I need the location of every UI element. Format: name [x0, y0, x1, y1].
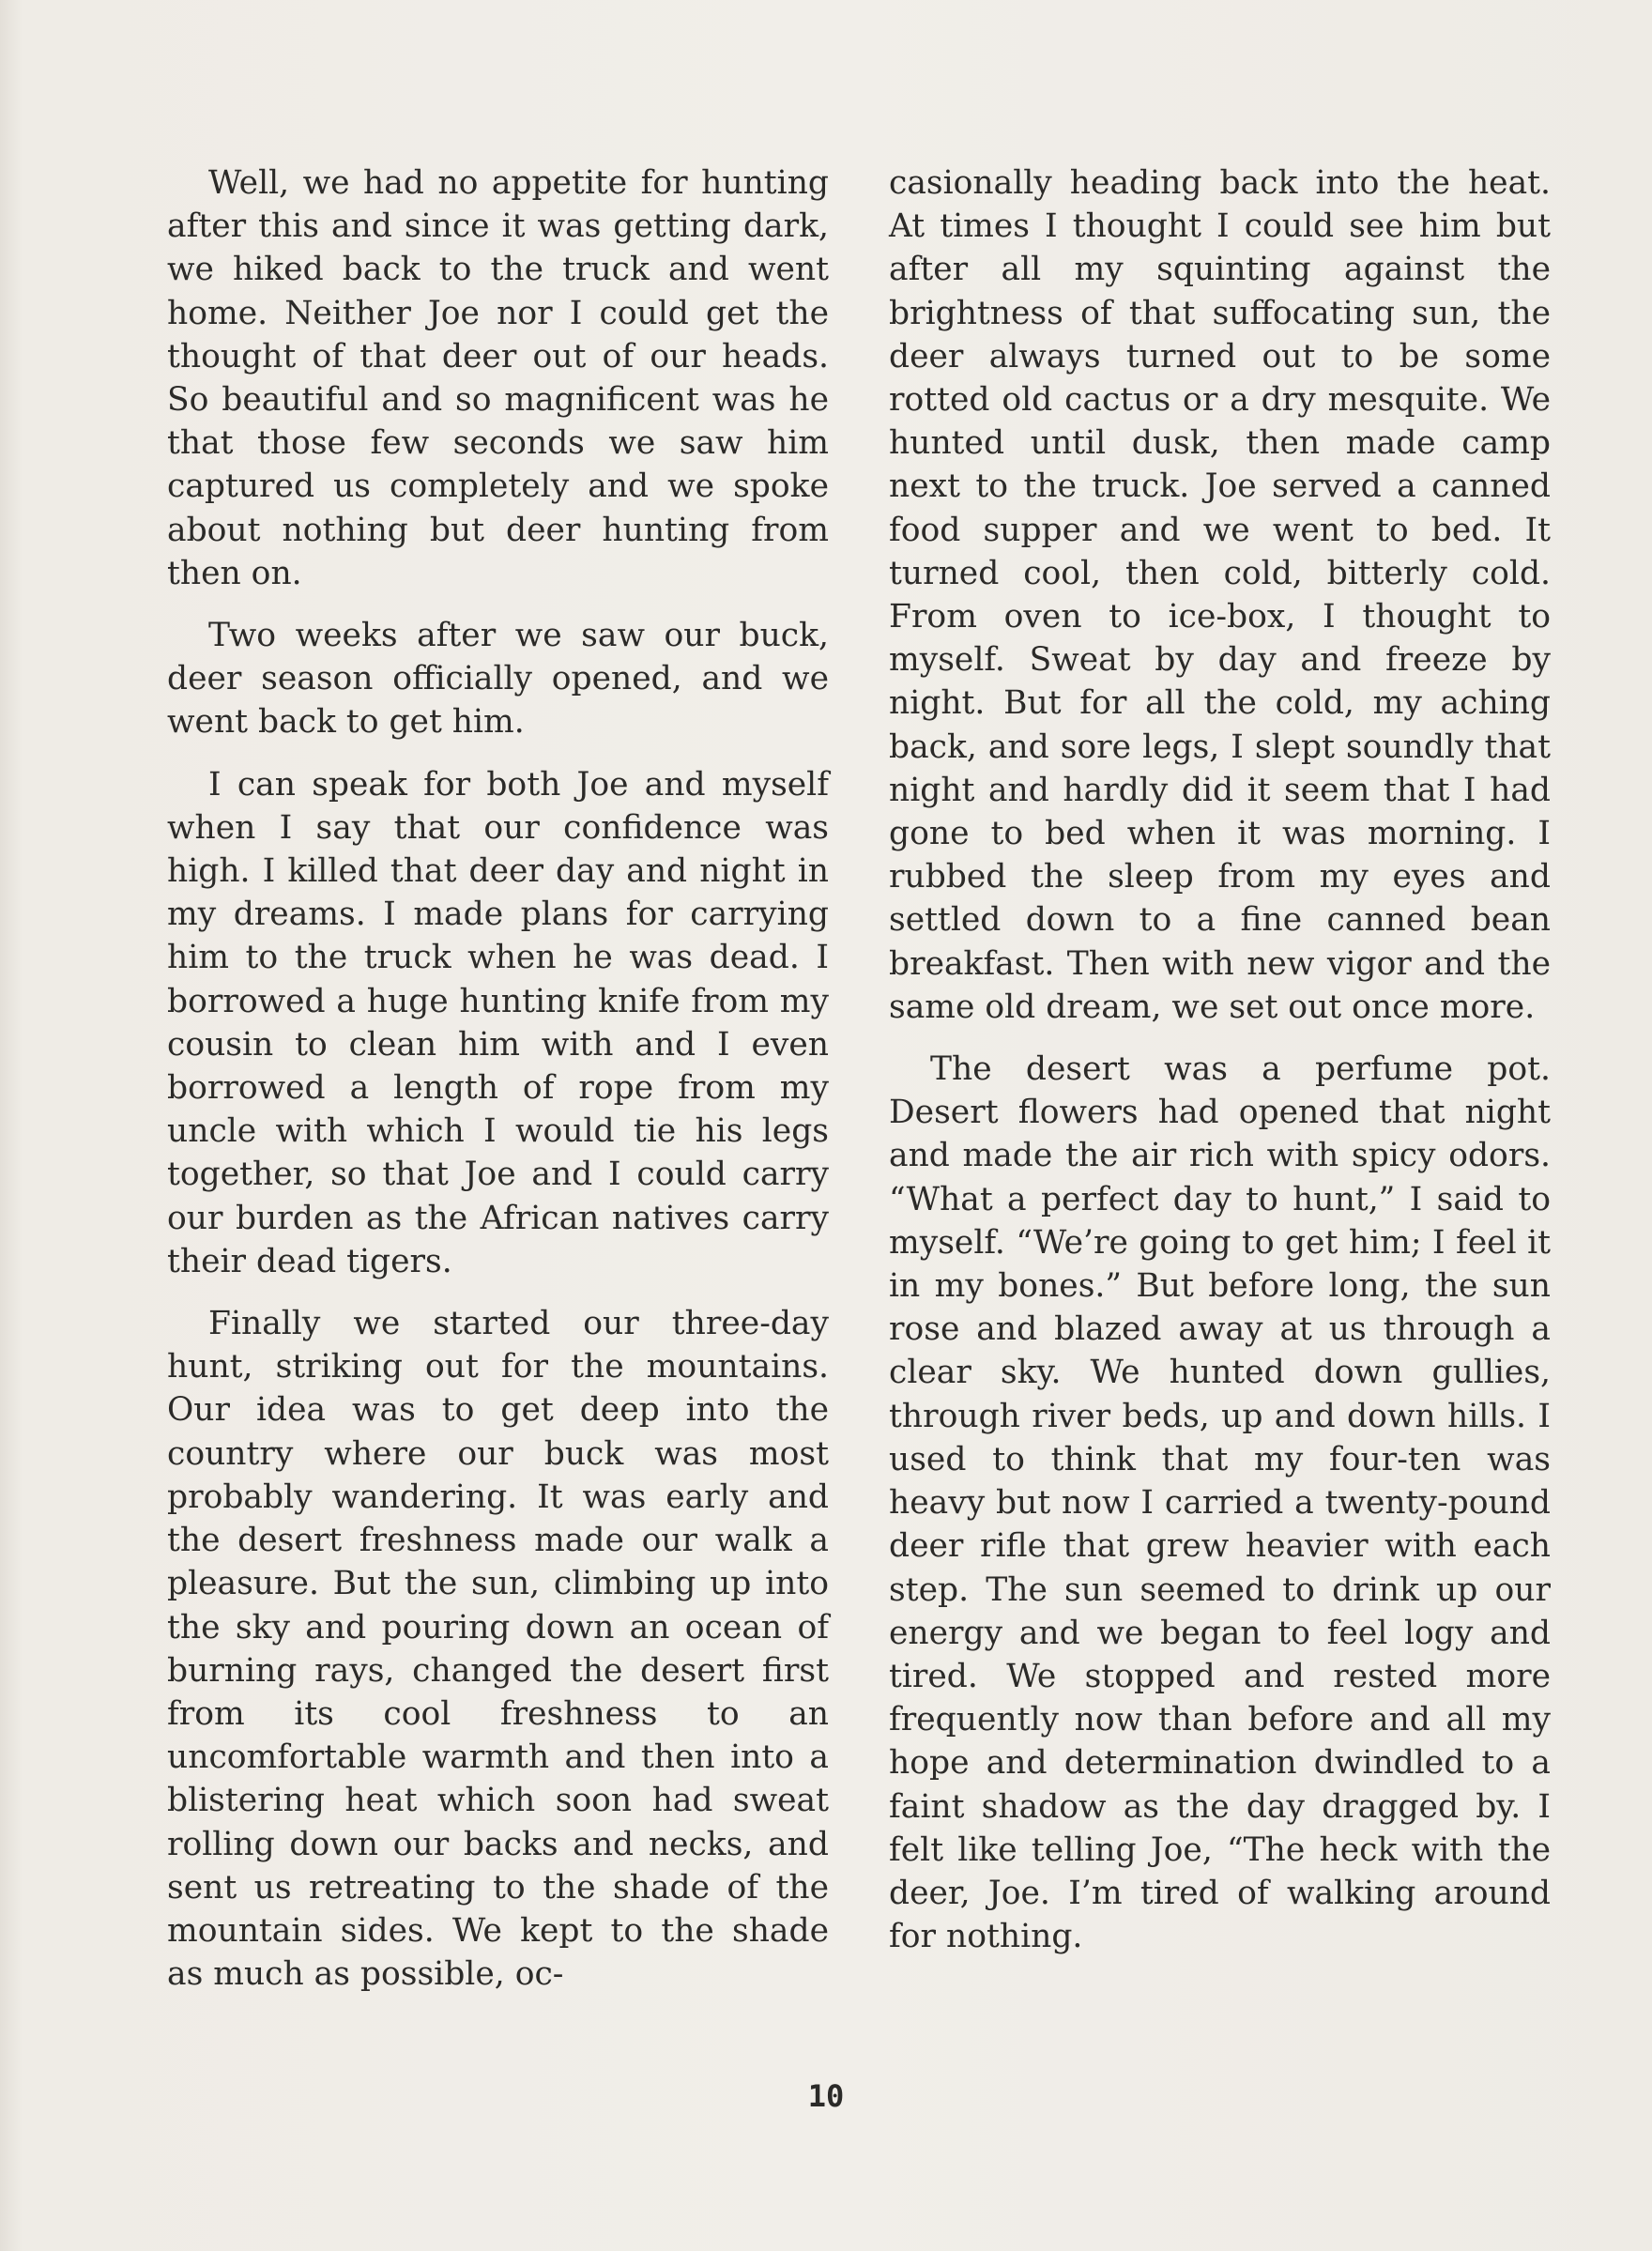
paragraph: Well, we had no appetite for hunting after this and since it was getting dark, we hiked back to the truck and went home. Neither Joe nor I could get the thought of that deer out of our heads. So beautiful and so magnificent was he that those few seconds we saw him captured us completely and we spoke about nothing but deer hunting from then on. — [167, 164, 829, 592]
page-number: 10 — [807, 2078, 845, 2114]
left-text-column — [167, 161, 829, 1996]
paragraph: I can speak for both Joe and myself when I say that our confidence was high. I killed that deer day and night in my dreams. I made plans for carrying him to the truck when he was dead. I borrowed a huge hunting knife from my cousin to clean him with and I even borrowed a length of rope from my uncle with which I would tie his legs together, so that Joe and I could carry our burden as the African natives carry their dead tigers. — [167, 765, 829, 1280]
right-text-column — [889, 161, 1551, 1958]
paragraph: Two weeks after we saw our buck, deer season officially opened, and we went back to get him. — [167, 617, 829, 742]
paragraph: The desert was a perfume pot. Desert flowers had opened that night and made the air rich with spicy odors. “What a perfect day to hunt,” I said to myself. “We’re going to get him; I feel it in my bones.” But before long, the sun rose and blazed away at us through a clear sky. We hunted down gullies, through river beds, up and down hills. I used to think that my four-ten was heavy but now I carried a twenty-pound deer rifle that grew heavier with each step. The sun seemed to drink up our energy and we began to feel logy and tired. We stopped and rested more frequently now than before and all my hope and determination dwindled to a faint shadow as the day dragged by. I felt like telling Joe, “The heck with the deer, Joe. I’m tired of walking around for nothing. — [889, 1050, 1551, 1956]
paragraph-continued: casionally heading back into the heat. At times I thought I could see him but after all my squinting against the brightness of that suffocating sun, the deer always turned out to be some rotted old cactus or a dry mesquite. We hunted until dusk, then made camp next to the truck. Joe served a canned food supper and we went to bed. It turned cool, then cold, bitterly cold. From oven to ice-box, I thought to myself. Sweat by day and freeze by night. But for all the cold, my aching back, and sore legs, I slept soundly that night and hardly did it seem that I had gone to bed when it was morning. I rubbed the sleep from my eyes and settled down to a fine canned bean breakfast. Then with new vigor and the same old dream, we set out once more. — [889, 164, 1551, 1026]
paragraph: Finally we started our three-day hunt, striking out for the mountains. Our idea was to get deep into the country where our buck was most probably wandering. It was early and the desert freshness made our walk a pleasure. But the sun, climbing up into the sky and pouring down an ocean of burning rays, changed the desert first from its cool freshness to an uncomfortable warmth and then into a blistering heat which soon had sweat rolling down our backs and necks, and sent us retreating to the shade of the mountain sides. We kept to the shade as much as possible, oc- — [167, 1305, 829, 1994]
